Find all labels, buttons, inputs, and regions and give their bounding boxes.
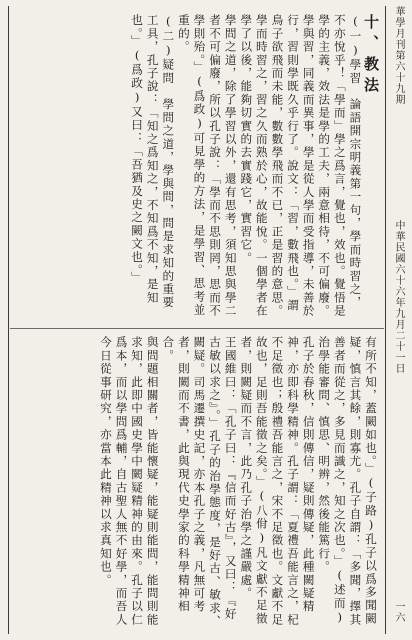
paragraph: 孔子於春秋，信則傳信，疑則傳疑，此種闕疑精神，亦即科學精神。孔子謂：「夏禮吾能言之，杞不足徵也；殷禮吾能言之，宋不足徵也。文獻不足故也，足則吾能徵之矣。」(八佾)凡文獻不足徵者，則闕疑而不言，此乃孔子治學之謹嚴處。 <box>239 336 316 627</box>
paragraph: 王國維曰：「孔子曰：『信而好古』，又曰：『好古敏以求之』。」孔子的治學態度，是好古、敏求、闕疑。司馬遷撰史記，亦本孔子之義，凡無可考者，則闕而不書，此與現代史學家的科學精神相合。 <box>161 336 238 628</box>
section-title: 十、教法 <box>362 14 380 98</box>
lower-text-block <box>10 336 378 632</box>
paragraph: 學問之道，除了學習以外，還有思考，須知思與學二者不可偏廢，所以孔子說：「學而不思則罔，思而不學則殆。」(爲政)可見學的方法，是學習、思考並重的。 <box>176 14 238 318</box>
margin-rule <box>8 6 9 634</box>
page-number: 一六 <box>393 601 404 623</box>
upper-text-block <box>38 14 378 322</box>
journal-issue: 華學月刊第六十九期 <box>393 6 404 105</box>
paragraph: (一)學習 論語開宗明義第一句，學而時習之，不亦悅乎！「學而」學之爲言，覺也，效也。覺悟是學的主義，效法是學的工夫，兩意相待，不可偏廢。學與習，同義而異事，學是從人學而受指導，未善於行，習則學既久乎行了。說文：「習，數飛也。」謂鳥子欲飛而未能，數數學飛而不已，正是習的意思。學而時習之，習之久而熟於心，故能悅。一個學者在學了以後，能夠切實的去實踐它，實習它。 <box>239 14 363 318</box>
publication-date: 中華民國六十六年九月二十一日 <box>393 220 404 374</box>
running-header <box>390 6 406 634</box>
half-page-divider <box>10 328 384 329</box>
header-rule <box>385 6 386 634</box>
paragraph: 有所不知，蓋闕如也。」(子路)孔子以爲多聞闕疑，慎言其餘，則寡尤。孔子自謂：「多聞，擇其善者而從之，多見而識之，知之次也。」(述而)治學能審問、慎思、明辨，然後能篤行。 <box>317 336 378 627</box>
paragraph: (二)疑問 學問之道，學與問，問是求知的重要工具，孔子說：「知之爲知之，不知爲不知，是知也。」(爲政)又曰：「吾猶及史之闕文也。」 <box>130 14 176 310</box>
paragraph: 與問題相關者，皆能懷疑，能疑則能問，能問則能求知，此即中國史學中闕疑精神的由來。孔子以仁爲本，而以學問爲輔，自古聖人無不好學，而吾人今日從事研究，亦當本此精神以求真知也。 <box>98 336 160 627</box>
